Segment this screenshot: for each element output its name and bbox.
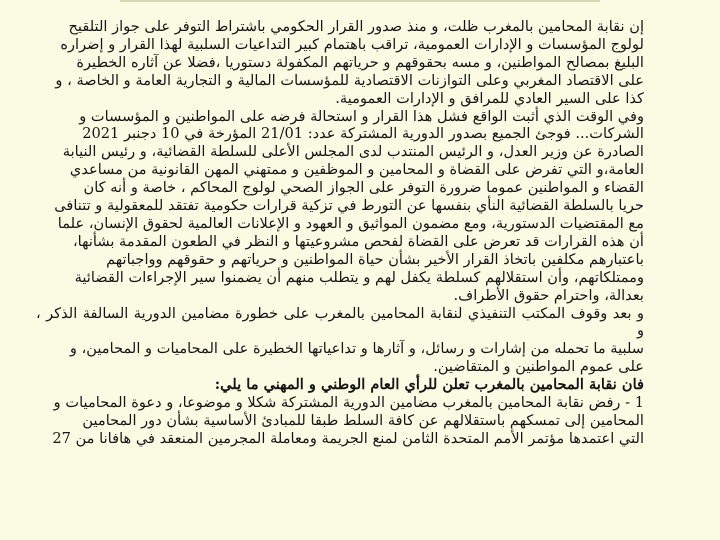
page-top-rule bbox=[120, 0, 600, 2]
body-line: حريا بالسلطة القضائية النأي بنفسها عن التورط في تزكية قرارات حكومية تفتقد للمعقولية و تتنافى bbox=[54, 197, 644, 215]
body-line: أن هذه القرارات قد تعرض على القضاة لفحص مشروعيتها و النظر في الطعون المقدمة بشأنها، bbox=[72, 232, 644, 250]
body-line: مع المقتضيات الدستورية، ومع مضمون المواثيق و العهود و الإعلانات العالمية لحقوق الإنسان، علما bbox=[57, 214, 644, 232]
body-line: الشركات... فوجئ الجميع بصدور الدورية المشتركة عدد: 21/01 المؤرخة في 10 دجنبر 2021 bbox=[82, 125, 644, 143]
body-line: كذا على السير العادي للمرافق و الإدارات العمومية. bbox=[335, 89, 644, 107]
body-line: بعدالة، واحترام حقوق الأطراف. bbox=[453, 286, 644, 304]
body-line: المحامين إلى تمسكهم باستقلالهم عن كافة السلط طبقا للمبادئ الأساسية بشأن دور المحامين bbox=[82, 411, 644, 429]
body-line: البليغ بمصالح المواطنين، و مسه بحقوقهم و حرياتهم المكفولة دستوريا ،فضلا عن آثاره الخطيرة bbox=[76, 53, 644, 71]
body-line: العامة،و التي تفرض على القضاة و المحامين و الموظفين و ممتهني المهن القانونية من مساعدي bbox=[69, 161, 644, 179]
body-line: سلبية ما تحمله من إشارات و رسائل، و آثارها و تداعياتها الخطيرة على المحاميات و المحامين، و bbox=[69, 340, 644, 358]
body-line: و بعد وقوف المكتب التنفيذي لنقابة المحامين بالمغرب على خطورة مضامين الدورية السالفة الذكر ، و bbox=[36, 304, 644, 340]
document-body bbox=[36, 18, 644, 448]
body-line: 1 - رفض نقابة المحامين بالمغرب مضامين الدورية المشتركة شكلا و موضوعا، و دعوة المحاميات و bbox=[53, 394, 644, 412]
body-line: وممتلكاتهم، وأن استقلالهم كسلطة يكفل لهم و يتطلب منهم أن يضمنوا سير الإجراءات القضائية bbox=[74, 268, 644, 286]
body-line: وفي الوقت الذي أثبت الواقع فشل هذا القرار و استحالة فرضه على المواطنين و المؤسسات و bbox=[79, 107, 644, 125]
body-line: القضاء و المواطنين عموما ضرورة التوفر على الجواز الصحي لولوج المحاكم ، خاصة و أنه كان bbox=[83, 179, 644, 197]
body-line: التي اعتمدها مؤتمر الأمم المتحدة الثامن لمنع الجريمة ومعاملة المجرمين المنعقد في هافانا من 27 bbox=[52, 429, 644, 447]
body-line: باعتبارهم مكلفين باتخاذ القرار الأخير بشأن حياة المواطنين و حرياتهم و حقوقهم وواجباتهم bbox=[106, 250, 644, 268]
body-line: إن نقابة المحامين بالمغرب ظلت، و منذ صدور القرار الحكومي باشتراط التوفر على جواز التلقيح bbox=[68, 18, 644, 35]
body-line: الصادرة عن وزير العدل، و الرئيس المنتدب لدى المجلس الأعلى للسلطة القضائية، و رئيس النيابة bbox=[62, 143, 644, 161]
body-line: فان نقابة المحامين بالمغرب تعلن للرأي العام الوطني و المهني ما يلي: bbox=[214, 376, 644, 394]
body-line: لولوج المؤسسات و الإدارات العمومية، تراقب باهتمام كبير التداعيات السلبية لهذا القرار و إضراره bbox=[60, 35, 644, 53]
body-line: على عموم المواطنين و المتقاضين. bbox=[433, 358, 644, 376]
body-line: على الاقتصاد المغربي وعلى التوازنات الاقتصادية للمؤسسات المالية و التجارية العامة و الخاصة ، و bbox=[55, 71, 644, 89]
